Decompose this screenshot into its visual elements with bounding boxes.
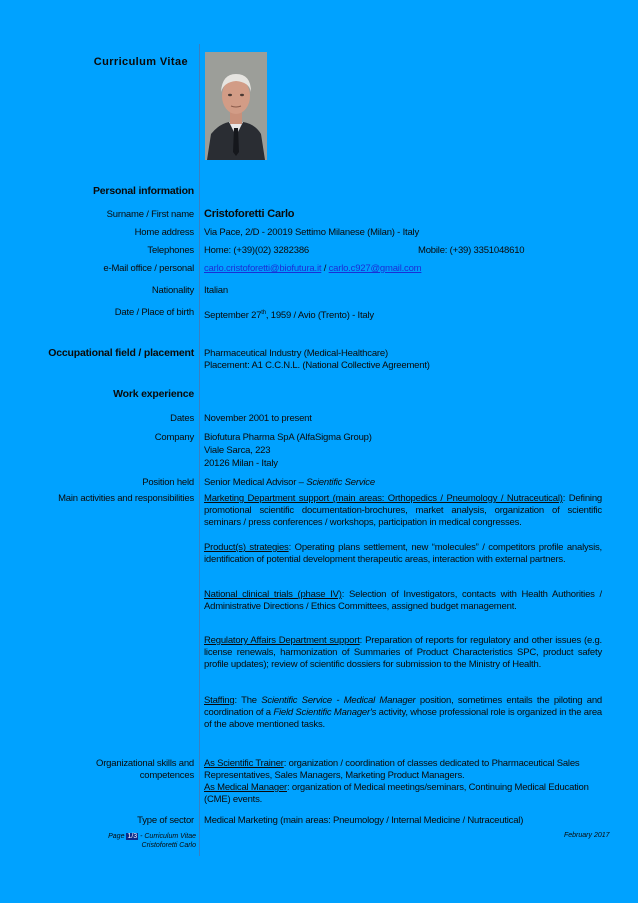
- birth-value: [204, 307, 602, 322]
- position-service: Scientific Service: [306, 477, 375, 488]
- birth-date: September 27: [204, 310, 262, 322]
- activity-staffing-title: Staffing: [204, 695, 235, 706]
- birth-date-suffix: th: [261, 310, 266, 316]
- footer-page-prefix: Page: [108, 833, 127, 840]
- dates-label: Dates: [170, 413, 194, 424]
- surname-value: Cristoforetti Carlo: [204, 208, 295, 220]
- activity-staffing-role: Scientific Service - Medical Manager: [261, 695, 416, 706]
- activity-marketing: [204, 493, 602, 529]
- dates-value: November 2001 to present: [204, 413, 312, 424]
- footer-date: February 2017: [564, 832, 610, 839]
- org-medical-manager: [204, 782, 602, 806]
- nationality-label: Nationality: [151, 285, 194, 296]
- org-medical-manager-text: : organization of Medical meetings/seminars, Continuing Medical Education (CME) events.: [204, 782, 589, 805]
- telephone-home: Home: (+39)(02) 3282386: [204, 245, 309, 256]
- activity-marketing-text: : Defining promotional scientific documentation-brochures, market analysis, organization of scientific seminars / press conferences / workshops, participation in medical congresses.: [204, 493, 602, 528]
- activity-staffing: [204, 695, 602, 731]
- activity-staffing-text-2: position, sometimes entails the piloting and coordination of a: [204, 695, 602, 718]
- organizational-label-line-1: Organizational skills and: [96, 758, 194, 769]
- activity-marketing-title: Marketing Department support (main areas: Orthopedics / Pneumology / Nutraceutical): [204, 493, 563, 504]
- nationality-value: Italian: [204, 285, 228, 296]
- org-trainer: [204, 758, 602, 782]
- surname-label: Surname / First name: [106, 209, 194, 220]
- position-label: Position held: [142, 477, 194, 488]
- activity-trials-text: : Selection of Investigators, contacts with Health Authorities / Administrative Directions / Ethics Committees, assigned budget management.: [204, 589, 602, 612]
- birth-place: , 1959 / Avio (Trento) - Italy: [265, 310, 374, 322]
- home-address-value: Via Pace, 2/D - 20019 Settimo Milanese (Milan) - Italy: [204, 227, 420, 238]
- sector-label: Type of sector: [137, 815, 194, 826]
- email-value: [204, 263, 602, 275]
- cv-title: Curriculum Vitae: [93, 56, 188, 68]
- activities-label: Main activities and responsibilities: [58, 493, 194, 504]
- home-address-label: Home address: [134, 227, 194, 238]
- activity-staffing-text-3: activity, whose professional role is organized in the area of the above mentioned tasks.: [204, 707, 602, 730]
- occupational-field-heading: Occupational field / placement: [48, 347, 194, 359]
- org-trainer-title: As Scientific Trainer: [204, 758, 284, 769]
- organizational-label-line-2: competences: [139, 770, 194, 781]
- activity-product: [204, 542, 602, 566]
- activity-regulatory: [204, 635, 602, 671]
- footer-left: [108, 832, 196, 850]
- activity-trials-title: National clinical trials (phase IV): [204, 589, 342, 600]
- company-line-2: Viale Sarca, 223: [204, 445, 271, 456]
- company-label: Company: [154, 432, 194, 443]
- profile-photo: [205, 52, 267, 160]
- footer-page-line: [108, 832, 196, 841]
- occupational-line-2: Placement: A1 C.C.N.L. (National Collective Agreement): [204, 360, 430, 371]
- work-experience-heading: Work experience: [113, 388, 194, 400]
- page-number-badge: 1/3: [127, 833, 138, 840]
- activity-trials: [204, 589, 602, 613]
- company-line-3: 20126 Milan - Italy: [204, 458, 278, 469]
- sector-value: Medical Marketing (main areas: Pneumology / Internal Medicine / Nutraceutical): [204, 815, 524, 826]
- activity-regulatory-title: Regulatory Affairs Department support: [204, 635, 360, 646]
- column-divider: [199, 44, 200, 856]
- telephone-mobile: Mobile: (+39) 3351048610: [418, 245, 525, 256]
- email-personal-link[interactable]: carlo.c927@gmail.com: [328, 263, 422, 274]
- activity-product-title: Product(s) strategies: [204, 542, 289, 553]
- company-line-1: Biofutura Pharma SpA (AlfaSigma Group): [204, 432, 372, 443]
- birth-label: Date / Place of birth: [114, 307, 194, 318]
- activity-staffing-field-role: Field Scientific Manager's: [273, 707, 377, 718]
- activity-product-text: : Operating plans settlement, new “molecules” / competitors profile analysis, identification of potential development therapeutic areas, interaction with external partners.: [204, 542, 602, 565]
- personal-information-heading: Personal information: [92, 185, 194, 197]
- email-office-link[interactable]: carlo.cristoforetti@biofutura.it: [204, 263, 322, 274]
- occupational-line-1: Pharmaceutical Industry (Medical-Healthcare): [204, 348, 388, 359]
- telephones-label: Telephones: [147, 245, 194, 256]
- org-medical-manager-title: As Medical Manager: [204, 782, 287, 793]
- footer-name: Cristoforetti Carlo: [141, 842, 196, 849]
- position-value: [204, 477, 602, 489]
- email-label: e-Mail office / personal: [103, 263, 194, 274]
- footer-page-suffix: - Curriculum Vitae: [138, 833, 196, 840]
- activity-staffing-text-1: : The: [234, 695, 262, 706]
- org-trainer-text: : organization / coordination of classes dedicated to Pharmaceutical Sales Representatives, Sales Managers, Marketing Product Managers.: [204, 758, 580, 781]
- activity-regulatory-text: : Preparation of reports for regulatory and other issues (e.g. license renewals, harmonization of Summaries of Product Characteristics SPC, product safety profile updates); review of scientific dossiers for submission to the Ministry of Health.: [204, 635, 602, 670]
- email-separator: /: [321, 263, 329, 274]
- position-title: Senior Medical Advisor –: [204, 477, 307, 488]
